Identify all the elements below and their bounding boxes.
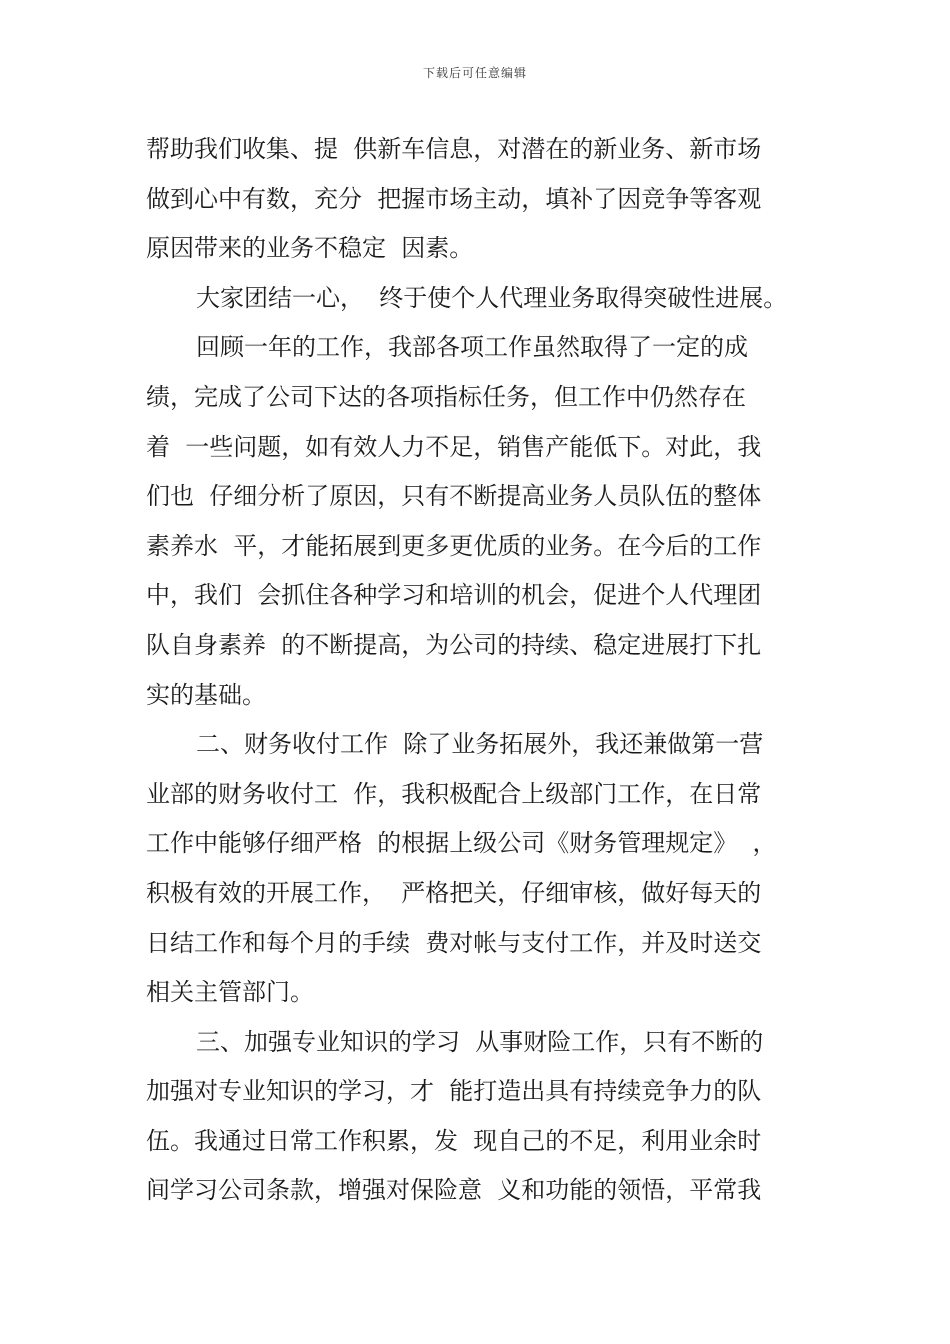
text-line: 着 一些问题，如有效人力不足，销售产能低下。对此，我	[146, 432, 762, 461]
page-header: 下载后可任意编辑	[422, 66, 527, 80]
text-line: 相关主管部门。	[146, 978, 314, 1007]
text-line: 大家团结一心， 终于使个人代理业务取得突破性进展。	[196, 283, 788, 312]
text-line: 队自身素养 的不断提高，为公司的持续、稳定进展打下扎	[146, 630, 762, 659]
text-line: 二、财务收付工作 除了业务拓展外，我还兼做第一营	[196, 730, 764, 759]
text-line: 中，我们 会抓住各种学习和培训的机会，促进个人代理团	[146, 581, 762, 610]
text-line: 实的基础。	[146, 680, 266, 709]
text-line: 素养水 平，才能拓展到更多更优质的业务。在今后的工作	[146, 531, 762, 560]
text-line: 原因带来的业务不稳定 因素。	[146, 234, 474, 263]
text-line: 伍。我通过日常工作积累，发 现自己的不足，利用业余时	[146, 1126, 762, 1155]
text-line: 做到心中有数，充分 把握市场主动，填补了因竞争等客观	[146, 184, 762, 213]
text-line: 加强对专业知识的学习，才 能打造出具有持续竞争力的队	[146, 1077, 762, 1106]
text-line: 帮助我们收集、提 供新车信息，对潜在的新业务、新市场	[146, 135, 762, 163]
text-line: 工作中能够仔细严格 的根据上级公司《财务管理规定》 ，	[146, 829, 777, 858]
text-line: 业部的财务收付工 作，我积极配合上级部门工作，在日常	[146, 779, 762, 808]
text-line: 们也 仔细分析了原因，只有不断提高业务人员队伍的整体	[146, 482, 762, 511]
text-line: 绩，完成了公司下达的各项指标任务，但工作中仍然存在	[146, 382, 746, 411]
document-body	[146, 125, 816, 1216]
text-line: 三、加强专业知识的学习 从事财险工作，只有不断的	[196, 1027, 764, 1056]
text-line: 间学习公司条款，增强对保险意 义和功能的领悟，平常我	[146, 1176, 762, 1205]
text-line: 积极有效的开展工作， 严格把关，仔细审核，做好每天的	[146, 878, 762, 907]
text-line: 回顾一年的工作，我部各项工作虽然取得了一定的成	[196, 333, 748, 362]
text-line: 日结工作和每个月的手续 费对帐与支付工作，并及时送交	[146, 928, 762, 957]
